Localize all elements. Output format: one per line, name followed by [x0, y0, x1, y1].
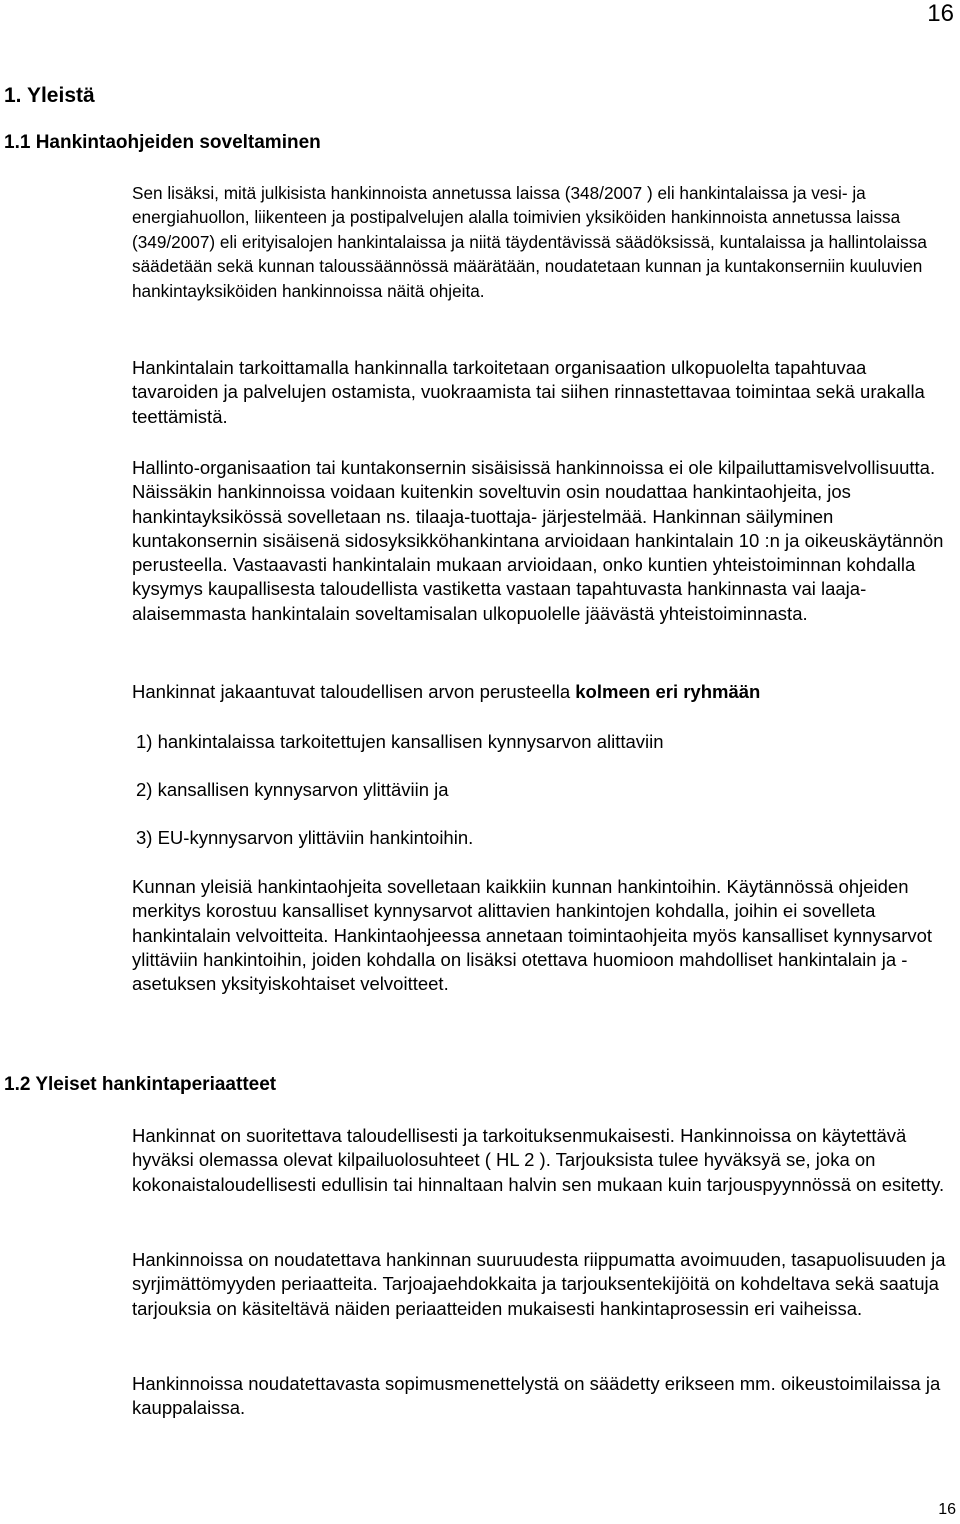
list-item-3: 3) EU-kynnysarvon ylittäviin hankintoihin.: [136, 827, 474, 848]
list-item-2: 2) kansallisen kynnysarvon ylittäviin ja: [136, 779, 449, 800]
three-groups-text: Hankinnat jakaantuvat taloudellisen arvon perusteella: [132, 681, 576, 702]
paragraph-economic-procurement: Hankinnat on suoritettava taloudellisesti ja tarkoituksenmukaisesti. Hankinnoissa on käytettävä hyväksi olemassa olevat kilpailuolosuhteet ( HL 2 ). Tarjouksista tulee hyväksyä se, joka on kokonaistaloudellisesti edullisin tai hinnaltaan halvin sen mukaan kuin tarjouspyynnössä on esitetty.: [132, 1125, 945, 1195]
paragraph-principles: Hankinnoissa on noudatettava hankinnan suuruudesta riippumatta avoimuuden, tasapuolisuuden ja syrjimättömyyden periaatteita. Tarjoajaehdokkaita ja tarjouksentekijöitä on kohdeltava sekä saatuja tarjouksia on käsiteltävä näiden periaatteiden mukaisesti hankintaprosessin eri vaiheissa.: [132, 1249, 946, 1319]
paragraph-1-1-intro: Sen lisäksi, mitä julkisista hankinnoista annetussa laissa (348/2007 ) eli hankintalaissa ja vesi- ja energiahuollon, liikenteen ja postipalvelujen alalla toimivien yksiköiden hankinnoista annetussa laissa (349/2007) eli erityisalojen hankintalaissa ja niitä täydentävissä säädöksissä, kuntalaissa ja hallintolaissa säädetään sekä kunnan taloussäännössä määrätään, noudatetaan kunnan ja kuntakonserniin kuuluvien hankintayksiköiden hankinnoissa näitä ohjeita.: [132, 183, 927, 301]
three-groups-bold: kolmeen eri ryhmään: [575, 681, 761, 702]
paragraph-general-guidelines: Kunnan yleisiä hankintaohjeita sovelletaan kaikkiin kunnan hankintoihin. Käytännössä ohjeiden merkitys korostuu kansalliset kynnysarvot alittavien hankintojen kohdalla, joihin ei sovelleta hankintalain velvoitteita. Hankintaohjeessa annetaan toimintaohjeita myös kansalliset kynnysarvot ylittäviin hankintoihin, joiden kohdalla on lisäksi otettava huomioon mahdolliset hankintalain ja -asetuksen yksityiskohtaiset velvoitteet.: [132, 876, 933, 995]
heading-yleista: 1. Yleistä: [4, 84, 95, 107]
paragraph-three-groups: [132, 680, 950, 704]
heading-1-2: 1.2 Yleiset hankintaperiaatteet: [4, 1074, 277, 1095]
page-number-top: 16: [927, 0, 954, 27]
page-number-bottom: 16: [938, 1501, 956, 1518]
paragraph-hankinta-definition: Hankintalain tarkoittamalla hankinnalla tarkoitetaan organisaation ulkopuolelta tapahtuvaa tavaroiden ja palvelujen ostamista, vuokraamista tai siihen rinnastettavaa toimintaa sekä urakalla teettämistä.: [132, 357, 925, 427]
heading-1-1: 1.1 Hankintaohjeiden soveltaminen: [4, 132, 321, 153]
paragraph-contract-procedure: Hankinnoissa noudatettavasta sopimusmenettelystä on säädetty erikseen mm. oikeustoimilaissa ja kauppalaissa.: [132, 1373, 941, 1419]
paragraph-internal-procurement: Hallinto-organisaation tai kuntakonsernin sisäisissä hankinnoissa ei ole kilpailuttamisvelvollisuutta. Näissäkin hankinnoissa voidaan kuitenkin soveltuvin osin noudattaa hankintaohjeita, jos hankintayksikössä sovelletaan ns. tilaaja-tuottaja- järjestelmää. Hankinnan säilyminen kuntakonsernin sisäisenä sidosyksikköhankintana arvioidaan hankintalain 10 :n ja oikeuskäytännön perusteella. Vastaavasti hankintalain mukaan arvioidaan, onko kuntien yhteistoiminnan kohdalla kysymys kaupallisesta taloudellista vastiketta vastaan tapahtuvasta hankinnasta vai laaja-alaisemmasta hankintalain soveltamisalan ulkopuolelle jäävästä yhteistoiminnasta.: [132, 457, 944, 624]
list-item-1: 1) hankintalaissa tarkoitettujen kansallisen kynnysarvon alittaviin: [136, 731, 664, 752]
